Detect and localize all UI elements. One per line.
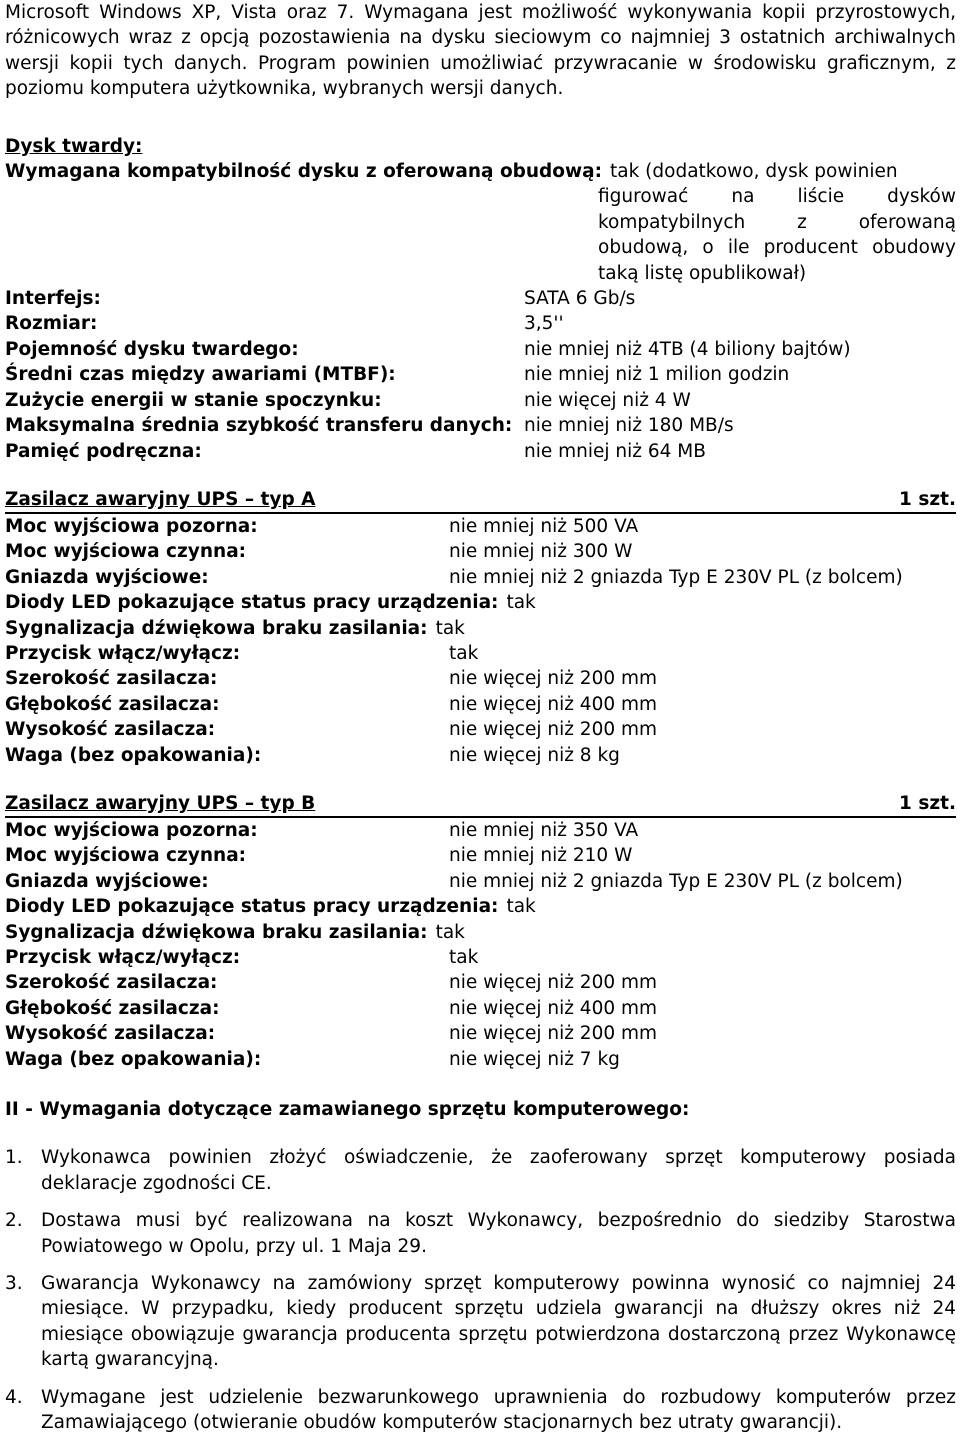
spec-value: nie mniej niż 2 gniazda Typ E 230V PL (z bolcem)	[449, 566, 903, 588]
spec-value: SATA 6 Gb/s	[524, 288, 636, 310]
spec-row	[5, 439, 956, 464]
ups-a-title: Zasilacz awaryjny UPS – typ A	[5, 488, 316, 510]
spec-value: nie więcej niż 400 mm	[449, 997, 658, 1019]
hdd-compat-label: Wymagana kompatybilność dysku z oferowaną obudową:	[5, 161, 602, 183]
spec-label: Moc wyjściowa pozorna:	[5, 819, 258, 841]
hdd-compat-row	[5, 159, 956, 184]
spec-label: Szerokość zasilacza:	[5, 668, 218, 690]
spec-label: Przycisk włącz/wyłącz:	[5, 642, 241, 664]
hdd-title: Dysk twardy:	[5, 135, 143, 157]
spec-value: nie mniej niż 4TB (4 biliony bajtów)	[524, 338, 851, 360]
spec-value: nie więcej niż 200 mm	[449, 1023, 658, 1045]
spec-label: Głębokość zasilacza:	[5, 693, 220, 715]
spec-value: nie więcej niż 4 W	[524, 389, 691, 411]
ups-b-quantity: 1 szt.	[899, 792, 956, 814]
list-item-number: 3.	[5, 1273, 23, 1295]
spec-row	[5, 286, 956, 311]
ups-a-section	[5, 489, 956, 768]
spec-value: nie mniej niż 180 MB/s	[524, 415, 734, 437]
spec-label: Sygnalizacja dźwiękowa braku zasilania:	[5, 921, 428, 943]
spec-row	[5, 920, 956, 945]
spec-value: nie więcej niż 7 kg	[449, 1048, 620, 1070]
spec-row	[5, 1047, 956, 1072]
list-item-text: Gwarancja Wykonawcy na zamówiony sprzęt komputerowy powinna wynosić co najmniej 24 miesiące. W przypadku, kiedy producent sprzętu udziela gwarancji na dłuższy okres niż 24 miesiące obowiązuje gwarancja producenta sprzętu potwierdzona dostarczoną przez Wykonawcę kartą gwarancyjną.	[41, 1273, 956, 1371]
list-item-number: 1.	[5, 1147, 23, 1169]
spec-row	[5, 692, 956, 717]
spec-row	[5, 590, 956, 615]
spec-row	[5, 539, 956, 564]
spec-row	[5, 413, 956, 438]
spec-value: tak	[506, 592, 536, 614]
spec-label: Interfejs:	[5, 288, 101, 310]
spec-value: 3,5''	[524, 313, 564, 335]
ups-b-title: Zasilacz awaryjny UPS – typ B	[5, 792, 316, 814]
spec-value: nie więcej niż 200 mm	[449, 719, 658, 741]
hdd-compat-value-continued: figurować na liście dysków kompatybilnych z oferowaną obudową, o ile producent obudowy taką listę opublikował)	[598, 186, 956, 284]
hdd-spec-list	[5, 286, 956, 464]
list-item	[5, 1271, 956, 1373]
spec-label: Moc wyjściowa czynna:	[5, 845, 247, 867]
spec-value: nie mniej niż 300 W	[449, 541, 633, 563]
spec-row	[5, 311, 956, 336]
spec-label: Wysokość zasilacza:	[5, 719, 216, 741]
intro-paragraph: Microsoft Windows XP, Vista oraz 7. Wymagana jest możliwość wykonywania kopii przyrostowych, różnicowych wraz z opcją pozostawienia na dysku sieciowym co najmniej 3 ostatnich archiwalnych wersji kopii tych danych. Program powinien umożliwiać przywracanie w środowisku graficznym, z poziomu komputera użytkownika, wybranych wersji danych.	[5, 2, 956, 100]
spec-value: nie mniej niż 2 gniazda Typ E 230V PL (z bolcem)	[449, 870, 903, 892]
spec-row	[5, 337, 956, 362]
spec-label: Gniazda wyjściowe:	[5, 870, 209, 892]
spec-row	[5, 362, 956, 387]
spec-label: Diody LED pokazujące status pracy urządzenia:	[5, 896, 499, 918]
list-item-text: Wykonawca powinien złożyć oświadczenie, że zaoferowany sprzęt komputerowy posiada deklaracje zgodności CE.	[41, 1147, 956, 1194]
list-item	[5, 1145, 956, 1196]
list-item-number: 4.	[5, 1386, 23, 1408]
spec-row	[5, 945, 956, 970]
spec-label: Diody LED pokazujące status pracy urządzenia:	[5, 592, 499, 614]
spec-value: tak	[506, 896, 536, 918]
spec-value: nie więcej niż 400 mm	[449, 693, 658, 715]
list-item	[5, 1385, 956, 1436]
spec-row	[5, 843, 956, 868]
ups-b-section	[5, 793, 956, 1072]
ups-b-header	[5, 793, 956, 818]
spec-label: Zużycie energii w stanie spoczynku:	[5, 389, 382, 411]
ups-a-header	[5, 489, 956, 514]
spec-label: Szerokość zasilacza:	[5, 972, 218, 994]
ups-a-quantity: 1 szt.	[899, 488, 956, 510]
list-item-text: Wymagane jest udzielenie bezwarunkowego uprawnienia do rozbudowy komputerów przez Zamawiającego (otwieranie obudów komputerów stacjonarnych bez utraty gwarancji).	[41, 1386, 956, 1434]
spec-label: Sygnalizacja dźwiękowa braku zasilania:	[5, 617, 428, 639]
spec-value: nie mniej niż 64 MB	[524, 440, 706, 462]
spec-label: Pamięć podręczna:	[5, 440, 202, 462]
spec-value: tak	[435, 921, 465, 943]
spec-value: tak	[449, 642, 479, 664]
spec-label: Średni czas między awariami (MTBF):	[5, 364, 396, 386]
spec-row	[5, 869, 956, 894]
section-2-title: II - Wymagania dotyczące zamawianego sprzętu komputerowego:	[5, 1099, 690, 1121]
spec-value: nie mniej niż 500 VA	[449, 515, 639, 537]
spec-value: nie mniej niż 350 VA	[449, 819, 639, 841]
ups-a-spec-list	[5, 514, 956, 768]
spec-label: Wysokość zasilacza:	[5, 1023, 216, 1045]
ups-b-spec-list	[5, 818, 956, 1072]
spec-row	[5, 894, 956, 919]
spec-label: Waga (bez opakowania):	[5, 1048, 262, 1070]
hdd-section	[5, 134, 956, 464]
spec-row	[5, 388, 956, 413]
spec-value: nie mniej niż 210 W	[449, 845, 633, 867]
spec-value: nie mniej niż 1 milion godzin	[524, 364, 790, 386]
spec-label: Moc wyjściowa pozorna:	[5, 515, 258, 537]
list-item-number: 2.	[5, 1210, 23, 1232]
spec-label: Waga (bez opakowania):	[5, 744, 262, 766]
spec-row	[5, 1021, 956, 1046]
hdd-compat-value: tak (dodatkowo, dysk powinien	[610, 161, 898, 183]
spec-row	[5, 514, 956, 539]
spec-value: tak	[449, 947, 479, 968]
list-item-text: Dostawa musi być realizowana na koszt Wykonawcy, bezpośrednio do siedziby Starostwa Powiatowego w Opolu, przy ul. 1 Maja 29.	[41, 1210, 956, 1257]
spec-label: Głębokość zasilacza:	[5, 997, 220, 1019]
spec-label: Moc wyjściowa czynna:	[5, 541, 247, 563]
document-page	[5, 0, 956, 1448]
spec-value: tak	[435, 617, 465, 639]
spec-row	[5, 717, 956, 742]
spec-row	[5, 666, 956, 691]
spec-label: Gniazda wyjściowe:	[5, 566, 209, 588]
spec-row	[5, 970, 956, 995]
spec-label: Rozmiar:	[5, 313, 98, 335]
spec-row	[5, 818, 956, 843]
list-item	[5, 1208, 956, 1259]
spec-row	[5, 996, 956, 1021]
spec-row	[5, 641, 956, 666]
spec-value: nie więcej niż 8 kg	[449, 744, 620, 766]
spec-value: nie więcej niż 200 mm	[449, 668, 658, 690]
spec-label: Maksymalna średnia szybkość transferu danych:	[5, 415, 513, 437]
requirements-list	[5, 1145, 956, 1435]
spec-row	[5, 616, 956, 641]
spec-label: Pojemność dysku twardego:	[5, 338, 299, 360]
spec-label: Przycisk włącz/wyłącz:	[5, 947, 241, 968]
spec-row	[5, 743, 956, 768]
spec-row	[5, 565, 956, 590]
spec-value: nie więcej niż 200 mm	[449, 972, 658, 994]
